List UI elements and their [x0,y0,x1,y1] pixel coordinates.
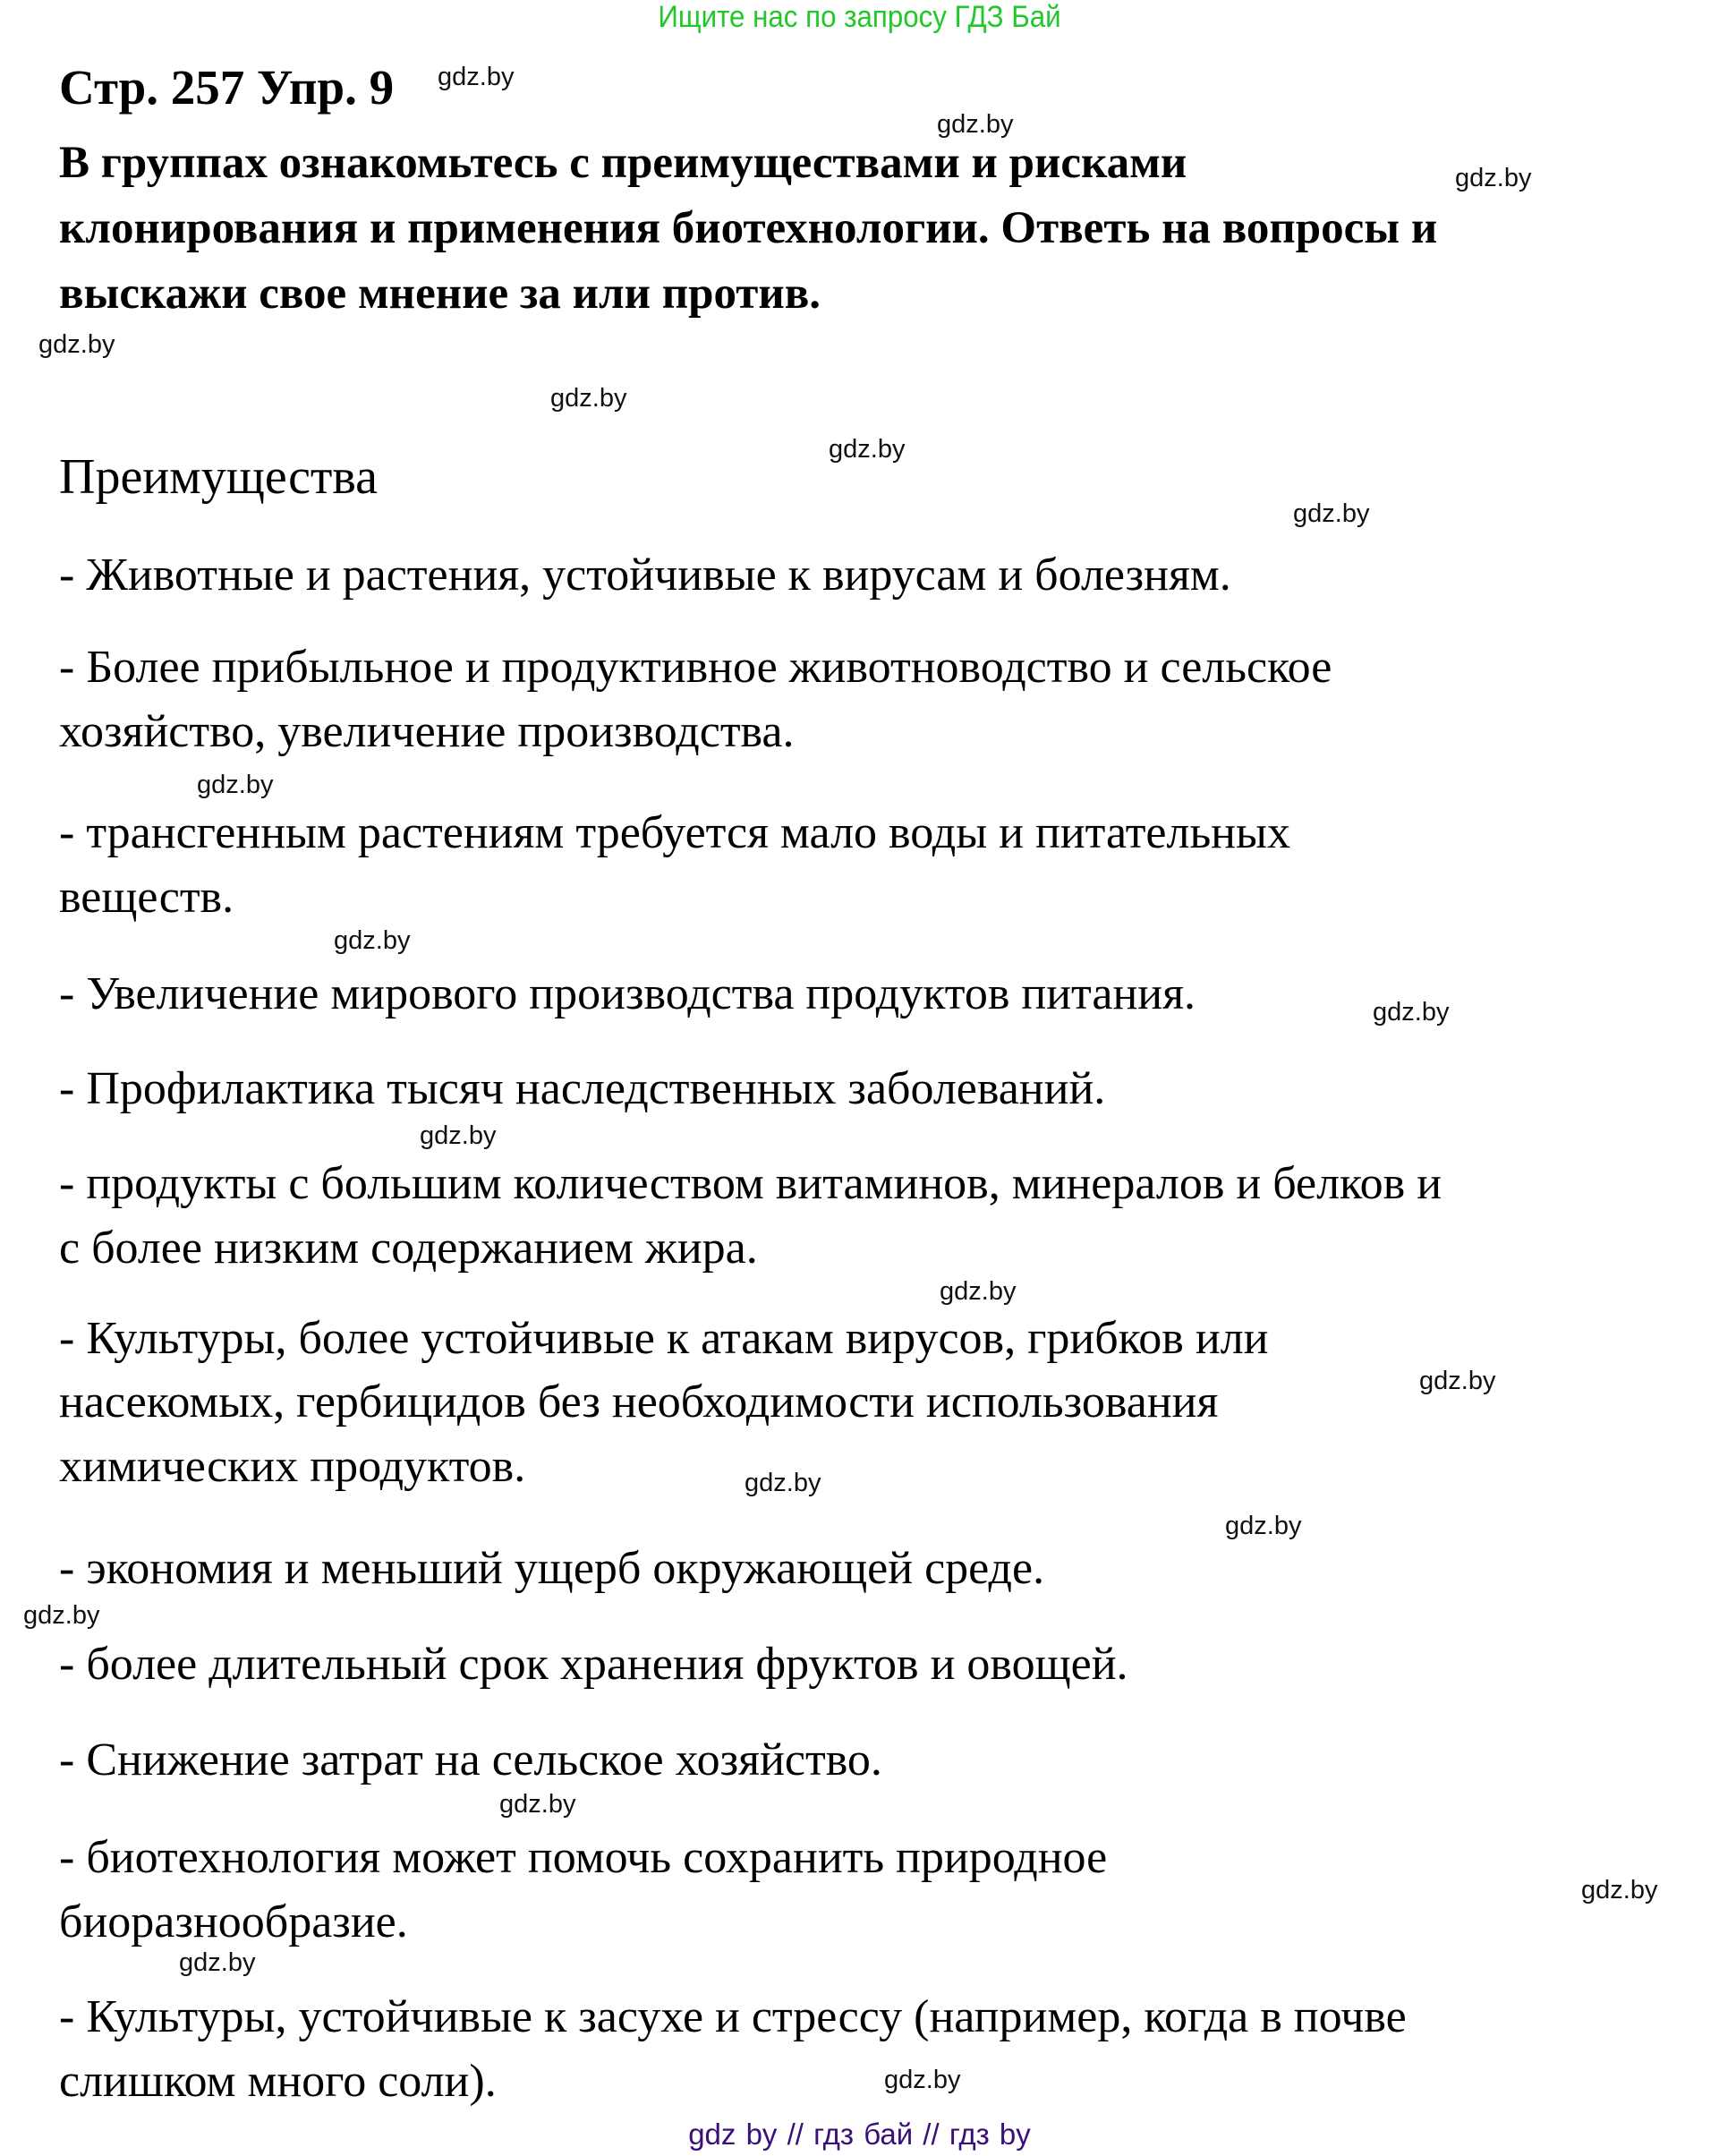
list-item: - Профилактика тысяч наследственных заболеваний. [59,1063,1106,1114]
watermark: gdz.by [334,926,411,955]
list-item: - биотехнология может помочь сохранить природное [59,1832,1108,1883]
list-item: - Животные и растения, устойчивые к вирусам и болезням. [59,550,1231,601]
watermark: gdz.by [1419,1367,1496,1395]
watermark: gdz.by [38,330,115,359]
list-item-continuation: хозяйство, увеличение производства. [59,706,795,757]
list-item-continuation: биоразнообразие. [59,1896,408,1947]
task-line-3: выскажи свое мнение за или против. [59,268,821,319]
list-item: - продукты с большим количеством витаминов, минералов и белков и [59,1158,1442,1209]
list-item: - Увеличение мирового производства продуктов питания. [59,968,1196,1019]
watermark: gdz.by [1581,1876,1658,1905]
list-item: - Снижение затрат на сельское хозяйство. [59,1734,882,1785]
watermark: gdz.by [1293,499,1370,528]
footer-links: gdz by // гдз бай // гдз by [688,2118,1031,2151]
list-item-continuation: насекомых, гербицидов без необходимости использования [59,1376,1219,1427]
watermark: gdz.by [1455,164,1532,192]
top-banner: Ищите нас по запросу ГДЗ Бай [658,0,1061,34]
list-item: - Более прибыльное и продуктивное животноводство и сельское [59,642,1332,693]
watermark: gdz.by [550,384,627,413]
watermark: gdz.by [179,1948,256,1977]
watermark: gdz.by [1373,998,1450,1027]
list-item: - трансгенным растениям требуется мало воды и питательных [59,807,1290,858]
watermark: gdz.by [937,110,1014,139]
watermark: gdz.by [438,63,515,91]
watermark: gdz.by [1225,1512,1302,1540]
list-item-continuation: слишком много соли). [59,2056,497,2107]
task-line-1: В группах ознакомьтесь с преимуществами и рисками [59,138,1187,188]
watermark: gdz.by [829,435,906,464]
watermark: gdz.by [420,1121,497,1150]
watermark: gdz.by [884,2066,961,2094]
watermark: gdz.by [499,1790,576,1819]
list-item-continuation: химических продуктов. [59,1441,526,1492]
watermark: gdz.by [197,771,274,799]
watermark: gdz.by [940,1277,1017,1306]
task-line-2: клонирования и применения биотехнологии. Ответь на вопросы и [59,203,1438,253]
list-item-continuation: с более низким содержанием жира. [59,1223,758,1274]
section-heading: Преимущества [59,449,378,505]
page-title: Стр. 257 Упр. 9 [59,60,395,115]
list-item: - более длительный срок хранения фруктов и овощей. [59,1639,1128,1690]
list-item: - экономия и меньший ущерб окружающей среде. [59,1543,1045,1594]
list-item: - Культуры, более устойчивые к атакам вирусов, грибков или [59,1313,1269,1364]
watermark: gdz.by [23,1601,100,1630]
list-item: - Культуры, устойчивые к засухе и стрессу (например, когда в почве [59,1991,1407,2042]
watermark: gdz.by [745,1469,821,1497]
list-item-continuation: веществ. [59,872,234,923]
